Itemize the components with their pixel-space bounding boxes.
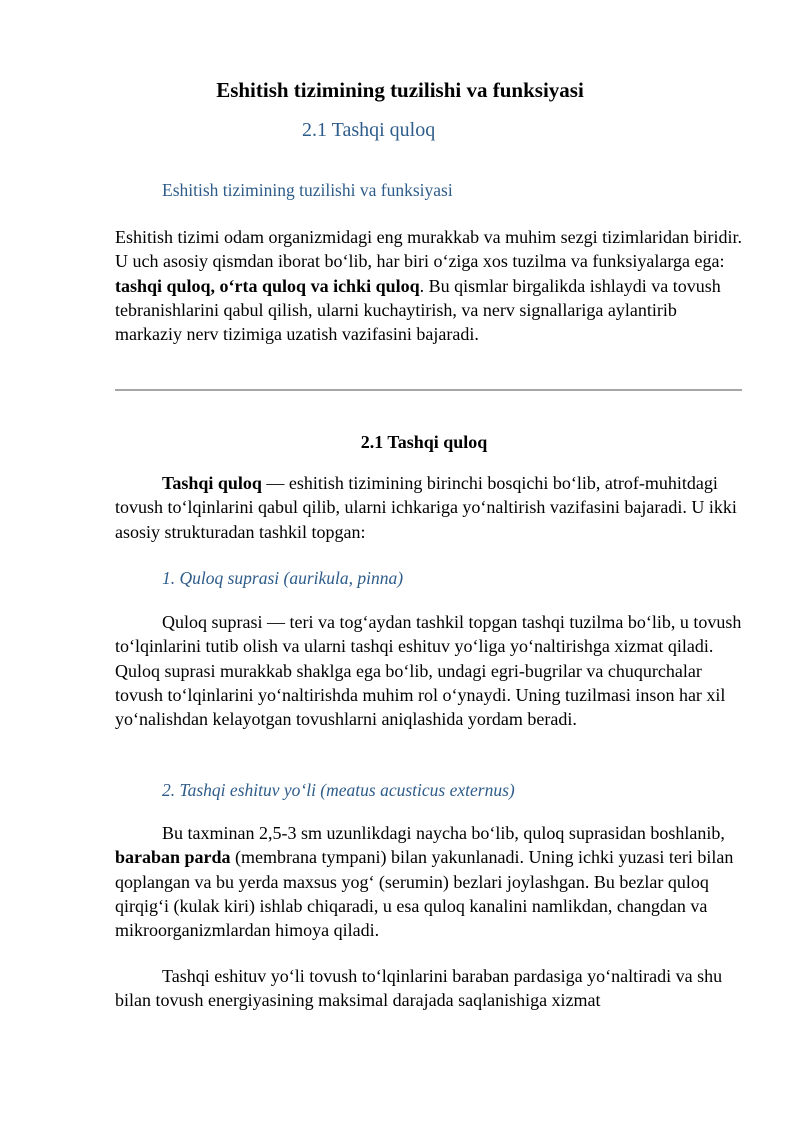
last-paragraph: Tashqi eshituv yo‘li tovush to‘lqinlarini baraban pardasiga yo‘naltiradi va shu bilan tovush energiyasining maksimal darajada saqlanishiga xizmat: [115, 966, 723, 1011]
intro-text-end: . Bu qismlar birgalikda ishlaydi va tovush tebranishlarini qabul qilish, ularni kuchaytirish, va nerv signallariga aylantirib markaziy nerv tizimiga uzatish vazifasini bajaradi.: [115, 275, 721, 345]
subsection-1-heading: 1. Quloq suprasi (aurikula, pinna): [162, 568, 404, 588]
document-title: Eshitish tizimining tuzilishi va funksiyasi: [216, 78, 584, 102]
subsection-2-text-end: (membrana tympani) bilan yakunlanadi. Uning ichki yuzasi teri bilan qoplangan va bu yerda maxsus yog‘ (serumin) bezlari joylashgan. Bu bezlar quloq qirqig‘i (kulak kiri) ishlab chiqaradi, u esa quloq kanalini namlikdan, changdan va mikroorganizmlardan himoya qiladi.: [115, 847, 734, 941]
section-intro-paragraph: [115, 471, 745, 544]
subsection-1-paragraph: Quloq suprasi — teri va tog‘aydan tashkil topgan tashqi tuzilma bo‘lib, u tovush to‘lqinlarini tutib olish va ularni tashqi eshituv yo‘liga yo‘naltirishga xizmat qiladi. Quloq suprasi murakkab shaklga ega bo‘lib, undagi egri-bugrilar va chuqurchalar tovush to‘lqinlarini yo‘naltirishda muhim rol o‘ynaydi. Uning tuzilmasi inson har xil yo‘nalishdan kelayotgan tovushlarni aniqlashida yordam beradi.: [115, 612, 742, 730]
intro-text-start: Eshitish tizimi odam organizmidagi eng murakkab va muhim sezgi tizimlaridan biridir. U uch asosiy qismdan iborat bo‘lib, har biri o‘ziga xos tuzilma va funksiyalarga ega:: [115, 227, 743, 272]
section-intro-text: — eshitish tizimining birinchi bosqichi bo‘lib, atrof-muhitdagi tovush to‘lqinlarini qabul qilib, ularni ichkariga yo‘naltirish vazifasini bajaradi. U ikki asosiy strukturadan tashkil topgan:: [115, 473, 737, 542]
document-subtitle: 2.1 Tashqi quloq: [302, 119, 436, 141]
intro-heading: Eshitish tizimining tuzilishi va funksiyasi: [162, 180, 453, 200]
horizontal-divider: [115, 389, 742, 391]
intro-paragraph: [115, 225, 745, 346]
section-intro-bold: Tashqi quloq: [162, 473, 262, 493]
subsection-2-text-start: Bu taxminan 2,5-3 sm uzunlikdagi naycha bo‘lib, quloq suprasidan boshlanib,: [162, 823, 725, 843]
intro-bold-parts: tashqi quloq, o‘rta quloq va ichki quloq: [115, 275, 420, 296]
subsection-2-heading: 2. Tashqi eshituv yo‘li (meatus acusticus externus): [162, 780, 515, 800]
baraban-parda-bold: baraban parda: [115, 847, 231, 868]
section-heading: 2.1 Tashqi quloq: [360, 432, 488, 452]
subsection-2-paragraph: [115, 821, 745, 942]
